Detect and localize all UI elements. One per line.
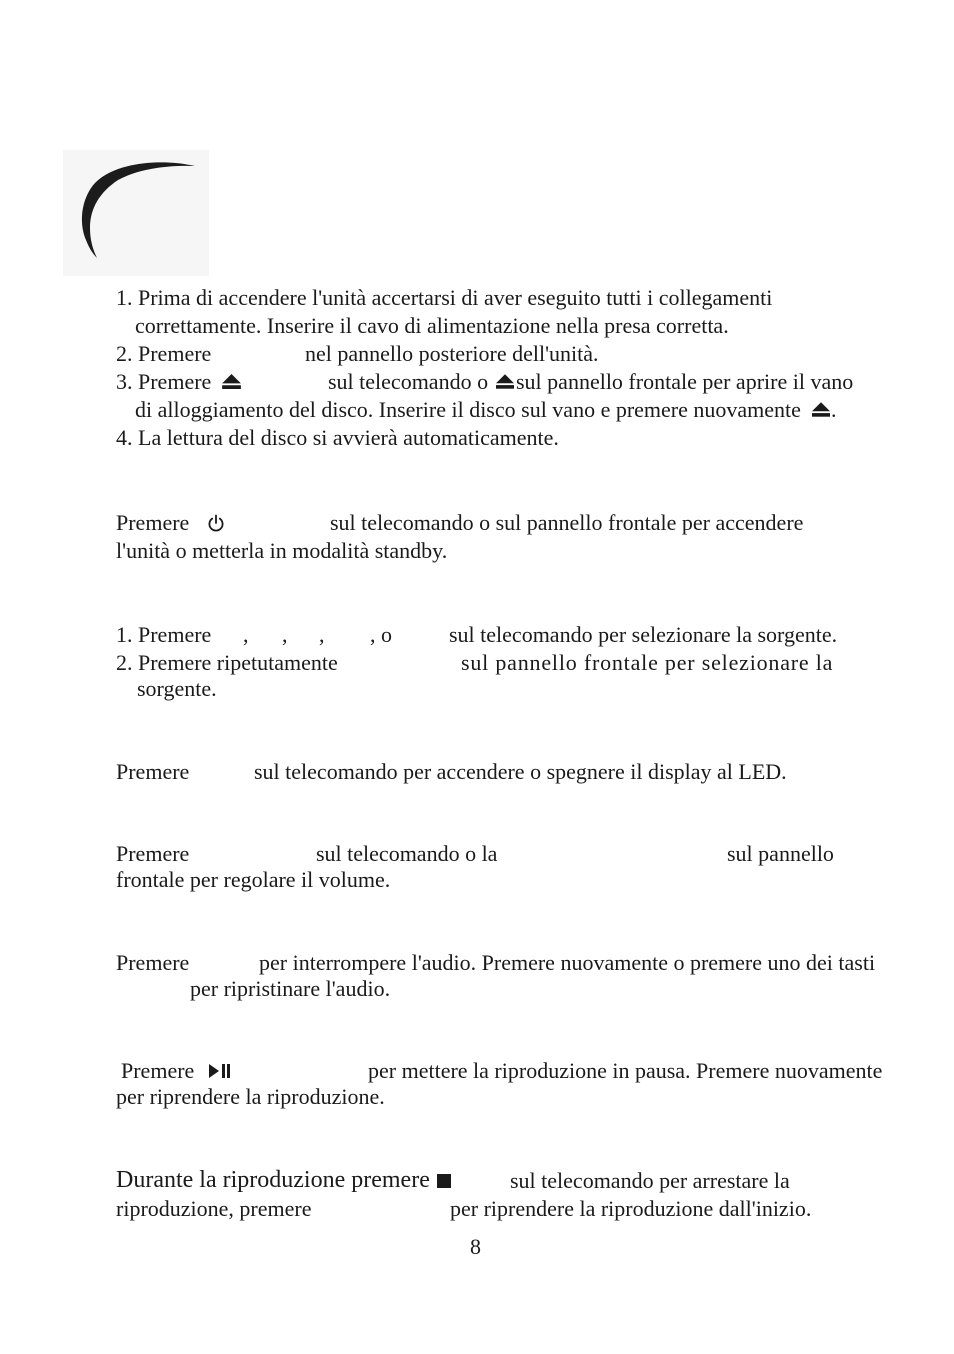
setup-item3-end: sul pannello frontale per aprire il vano [516, 369, 854, 394]
setup-item3-period: . [831, 397, 837, 422]
source-item1-separator: , [319, 622, 325, 647]
mute-line1-start: Premere [116, 950, 190, 975]
source-item1-separator: , [243, 622, 249, 647]
stop-line2-start: riproduzione, premere [116, 1196, 312, 1221]
setup-item1-line1: 1. Prima di accendere l'unità accertarsi di aver eseguito tutti i collegamenti [116, 285, 773, 310]
setup-item1-line2: correttamente. Inserire il cavo di alimentazione nella presa corretta. [135, 313, 729, 338]
setup-item2-end: nel pannello posteriore dell'unità. [305, 341, 599, 366]
setup-item2-start: 2. Premere [116, 341, 212, 366]
standby-line2: l'unità o metterla in modalità standby. [116, 538, 448, 563]
setup-item3-mid: sul telecomando o [328, 369, 489, 394]
pause-line1-start: Premere [121, 1058, 195, 1083]
stop-line2-end: per riprendere la riproduzione dall'inizio. [450, 1196, 812, 1221]
play-pause-icon [209, 1064, 231, 1078]
source-item1-end: sul telecomando per selezionare la sorgente. [449, 622, 838, 647]
stop-icon [437, 1174, 451, 1188]
setup-item3-line2: di alloggiamento del disco. Inserire il disco sul vano e premere nuovamente [135, 397, 801, 422]
volume-line1-start: Premere [116, 841, 190, 866]
display-start: Premere [116, 759, 190, 784]
setup-item3-start: 3. Premere [116, 369, 212, 394]
page-number: 8 [470, 1234, 481, 1259]
stop-line1-end: sul telecomando per arrestare la [510, 1168, 790, 1193]
eject-icon [812, 402, 830, 417]
source-item1-separator: , o [370, 622, 392, 647]
standby-line1-start: Premere [116, 510, 190, 535]
source-item2-start: 2. Premere ripetutamente [116, 650, 338, 675]
stop-line1-start: Durante la riproduzione premere [116, 1167, 430, 1193]
pause-line1-end: per mettere la riproduzione in pausa. Premere nuovamente [368, 1058, 883, 1083]
eject-icon [222, 374, 241, 389]
volume-line1-end: sul pannello [727, 841, 834, 866]
eject-icon [496, 374, 514, 389]
setup-item4: 4. La lettura del disco si avvierà automaticamente. [116, 425, 559, 450]
display-end: sul telecomando per accendere o spegnere il display al LED. [254, 759, 787, 784]
source-item2-end: sul pannello frontale per selezionare la [461, 650, 834, 675]
mute-line2: per ripristinare l'audio. [190, 976, 391, 1001]
source-item2-line2: sorgente. [137, 676, 217, 701]
pause-line2: per riprendere la riproduzione. [116, 1084, 385, 1109]
standby-line1-end: sul telecomando o sul pannello frontale per accendere [330, 510, 804, 535]
volume-line1-mid: sul telecomando o la [316, 841, 498, 866]
source-item1-start: 1. Premere [116, 622, 212, 647]
mute-line1-end: per interrompere l'audio. Premere nuovamente o premere uno dei tasti [259, 950, 876, 975]
source-item1-separator: , [282, 622, 288, 647]
volume-line2: frontale per regolare il volume. [116, 867, 391, 892]
power-icon [207, 514, 225, 533]
crescent-arc-icon [63, 148, 209, 278]
